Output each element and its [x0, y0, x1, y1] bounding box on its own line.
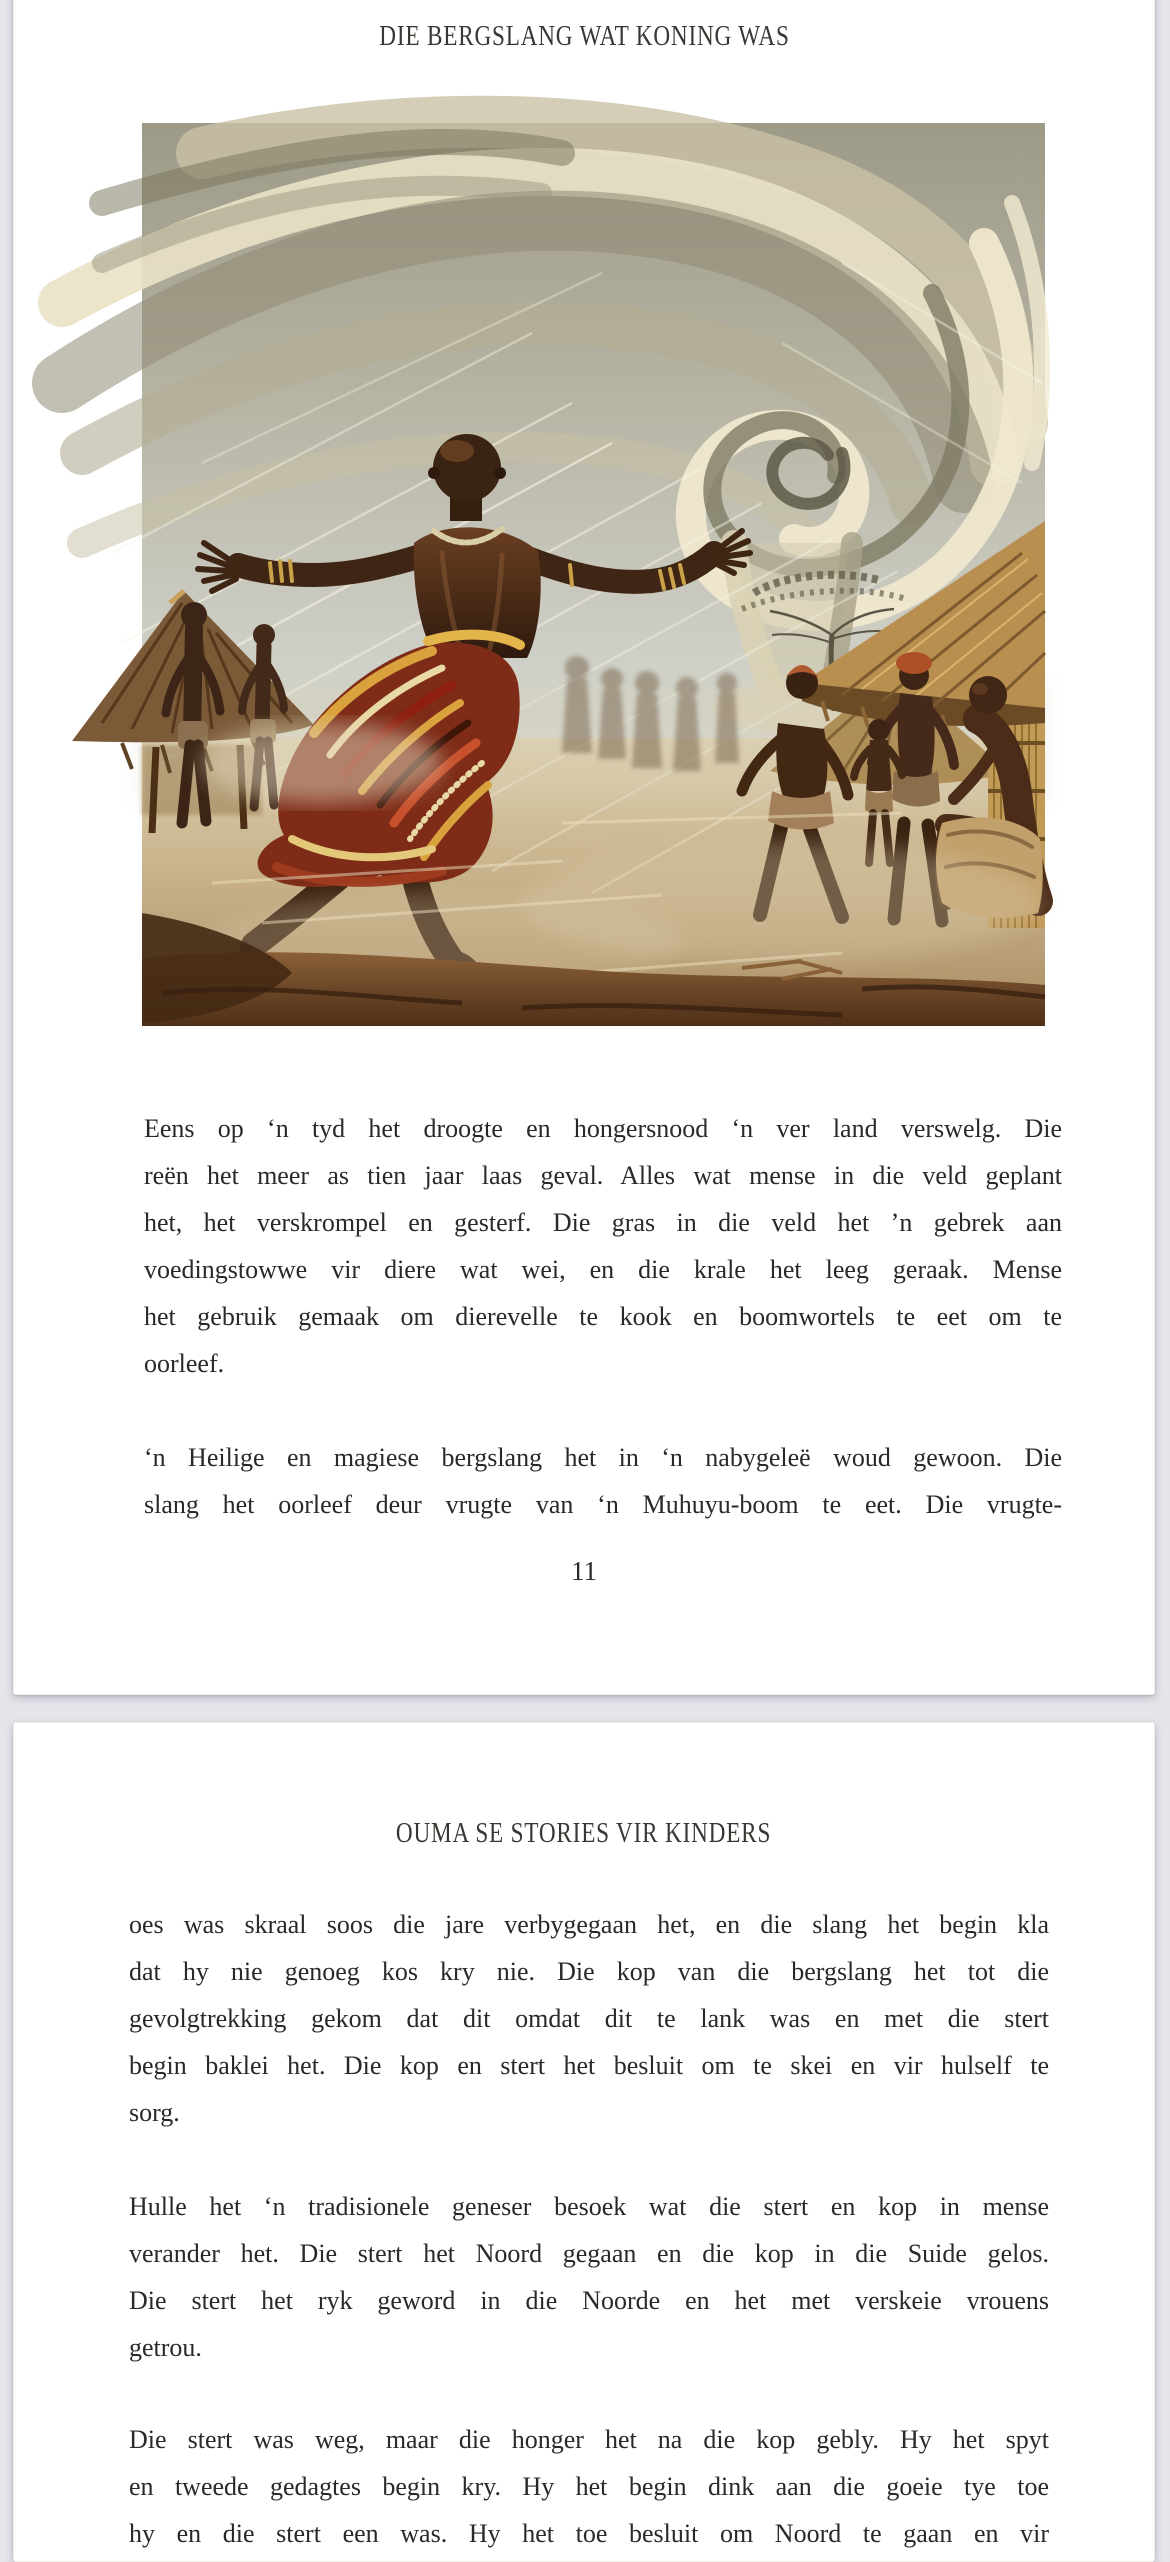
text-line: sorg.: [129, 2098, 180, 2127]
text-line: het, het verskrompel en gesterf. Die gras in die veld het ’n gebrek aan: [144, 1208, 1062, 1237]
text-line: Eens op ‘n tyd het droogte en hongersnood ‘n ver land verswelg. Die: [144, 1114, 1062, 1143]
storm-illustration-image: [142, 123, 1045, 1026]
page2-running-header-text: OUMA SE STORIES VIR KINDERS: [396, 1817, 772, 1849]
text-line: dat hy nie genoeg kos kry nie. Die kop van die bergslang het tot die: [129, 1957, 1049, 1986]
text-line: reën het meer as tien jaar laas geval. Alles wat mense in die veld geplant: [144, 1161, 1062, 1190]
page1-paragraph-2: [144, 1434, 1062, 1528]
page1-paragraph-1: [144, 1105, 1062, 1387]
text-line: verander het. Die stert het Noord gegaan en die kop in die Suide gelos.: [129, 2239, 1049, 2268]
page2-running-header: [14, 1815, 1154, 1851]
text-line: Die stert was weg, maar die honger het na die kop gebly. Hy het spyt: [129, 2425, 1049, 2454]
text-line: het gebruik gemaak om dierevelle te kook en boomwortels te eet om te: [144, 1302, 1062, 1331]
page1-running-header: [14, 18, 1154, 54]
text-line: en tweede gedagtes begin kry. Hy het begin dink aan die goeie tye toe: [129, 2472, 1049, 2501]
text-line: oes was skraal soos die jare verbygegaan het, en die slang het begin kla: [129, 1910, 1049, 1939]
page2-paragraph-3: [129, 2416, 1049, 2557]
page2-paragraph-1: [129, 1901, 1049, 2136]
text-line: ‘n Heilige en magiese bergslang het in ‘n nabygeleë woud gewoon. Die: [144, 1443, 1062, 1472]
text-line: slang het oorleef deur vrugte van ‘n Muhuyu-boom te eet. Die vrugte-: [144, 1490, 1062, 1519]
text-line: hy en die stert een was. Hy het toe besluit om Noord te gaan en vir: [129, 2519, 1049, 2548]
book-page-left: [13, 0, 1155, 1695]
text-line: voedingstowwe vir diere wat wei, en die krale het leeg geraak. Mense: [144, 1255, 1062, 1284]
story-illustration: [142, 123, 1045, 1026]
page1-running-header-text: DIE BERGSLANG WAT KONING WAS: [378, 20, 790, 52]
page2-paragraph-2: [129, 2183, 1049, 2371]
book-page-right: [13, 1722, 1155, 2562]
text-line: getrou.: [129, 2333, 202, 2362]
text-line: begin baklei het. Die kop en stert het besluit om te skei en vir hulself te: [129, 2051, 1049, 2080]
text-line: Die stert het ryk geword in die Noorde en het met verskeie vrouens: [129, 2286, 1049, 2315]
page1-page-number: 11: [571, 1556, 597, 1586]
text-line: gevolgtrekking gekom dat dit omdat dit te lank was en met die stert: [129, 2004, 1049, 2033]
text-line: oorleef.: [144, 1349, 225, 1378]
text-line: Hulle het ‘n tradisionele geneser besoek wat die stert en kop in mense: [129, 2192, 1049, 2221]
